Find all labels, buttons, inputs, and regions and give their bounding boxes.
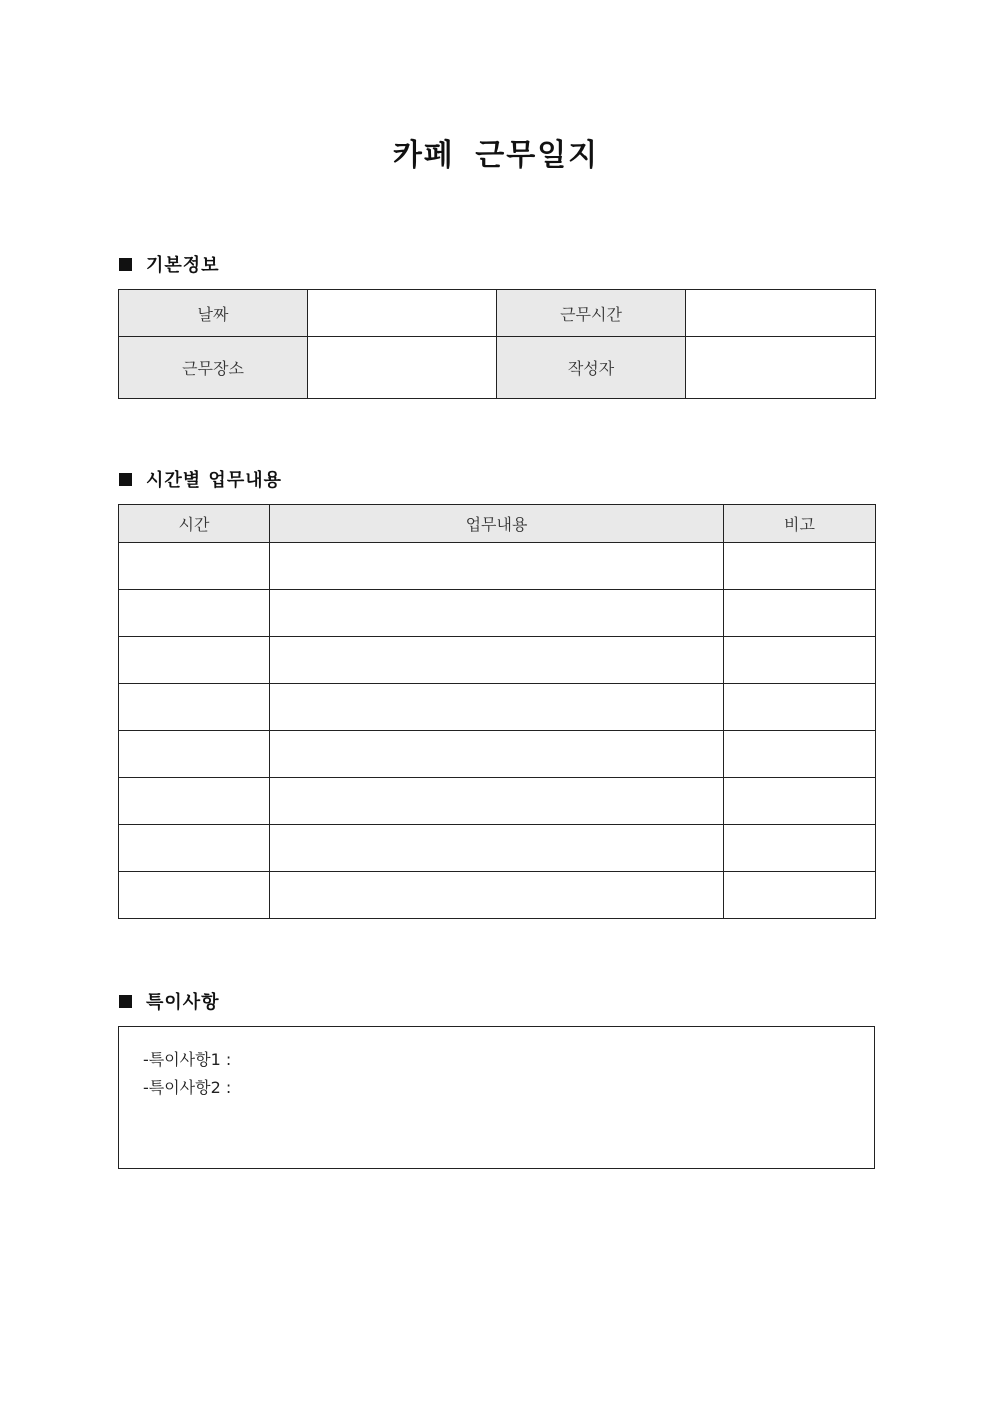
column-header-task: 업무내용: [270, 505, 724, 543]
notes-box[interactable]: [118, 1026, 875, 1169]
table-row: [119, 778, 876, 825]
task-cell[interactable]: [270, 637, 724, 684]
time-cell[interactable]: [119, 637, 270, 684]
basic-info-heading-label: 기본정보: [146, 255, 220, 276]
remarks-cell[interactable]: [724, 731, 876, 778]
column-header-remarks: 비고: [724, 505, 876, 543]
table-row: [119, 637, 876, 684]
table-row: [119, 543, 876, 590]
schedule-table: [118, 504, 876, 919]
remarks-cell[interactable]: [724, 543, 876, 590]
page-title: 카페 근무일지: [392, 138, 600, 173]
work-hours-field[interactable]: [686, 290, 876, 337]
square-bullet-icon: [119, 258, 132, 271]
basic-info-table: [118, 289, 876, 399]
date-label: 날짜: [119, 290, 308, 337]
time-cell[interactable]: [119, 590, 270, 637]
remarks-cell[interactable]: [724, 637, 876, 684]
location-field[interactable]: [308, 337, 497, 399]
remarks-cell[interactable]: [724, 590, 876, 637]
time-cell[interactable]: [119, 731, 270, 778]
table-row: [119, 731, 876, 778]
time-cell[interactable]: [119, 872, 270, 919]
note-item-1: -특이사항1 :: [143, 1050, 232, 1069]
table-row: [119, 590, 876, 637]
square-bullet-icon: [119, 473, 132, 486]
author-label: 작성자: [497, 337, 686, 399]
task-cell[interactable]: [270, 731, 724, 778]
remarks-cell[interactable]: [724, 778, 876, 825]
schedule-heading: [119, 467, 282, 491]
location-label: 근무장소: [119, 337, 308, 399]
task-cell[interactable]: [270, 590, 724, 637]
date-field[interactable]: [308, 290, 497, 337]
task-cell[interactable]: [270, 543, 724, 590]
task-cell[interactable]: [270, 825, 724, 872]
table-row: [119, 684, 876, 731]
work-hours-label: 근무시간: [497, 290, 686, 337]
task-cell[interactable]: [270, 872, 724, 919]
time-cell[interactable]: [119, 543, 270, 590]
schedule-heading-label: 시간별 업무내용: [146, 470, 282, 491]
time-cell[interactable]: [119, 778, 270, 825]
square-bullet-icon: [119, 995, 132, 1008]
notes-heading-label: 특이사항: [146, 992, 220, 1013]
author-field[interactable]: [686, 337, 876, 399]
remarks-cell[interactable]: [724, 825, 876, 872]
column-header-time: 시간: [119, 505, 270, 543]
table-row: [119, 872, 876, 919]
table-row: [119, 825, 876, 872]
remarks-cell[interactable]: [724, 684, 876, 731]
time-cell[interactable]: [119, 684, 270, 731]
remarks-cell[interactable]: [724, 872, 876, 919]
task-cell[interactable]: [270, 778, 724, 825]
task-cell[interactable]: [270, 684, 724, 731]
basic-info-heading: [119, 252, 220, 276]
note-item-2: -특이사항2 :: [143, 1078, 232, 1097]
time-cell[interactable]: [119, 825, 270, 872]
notes-heading: [119, 989, 220, 1013]
